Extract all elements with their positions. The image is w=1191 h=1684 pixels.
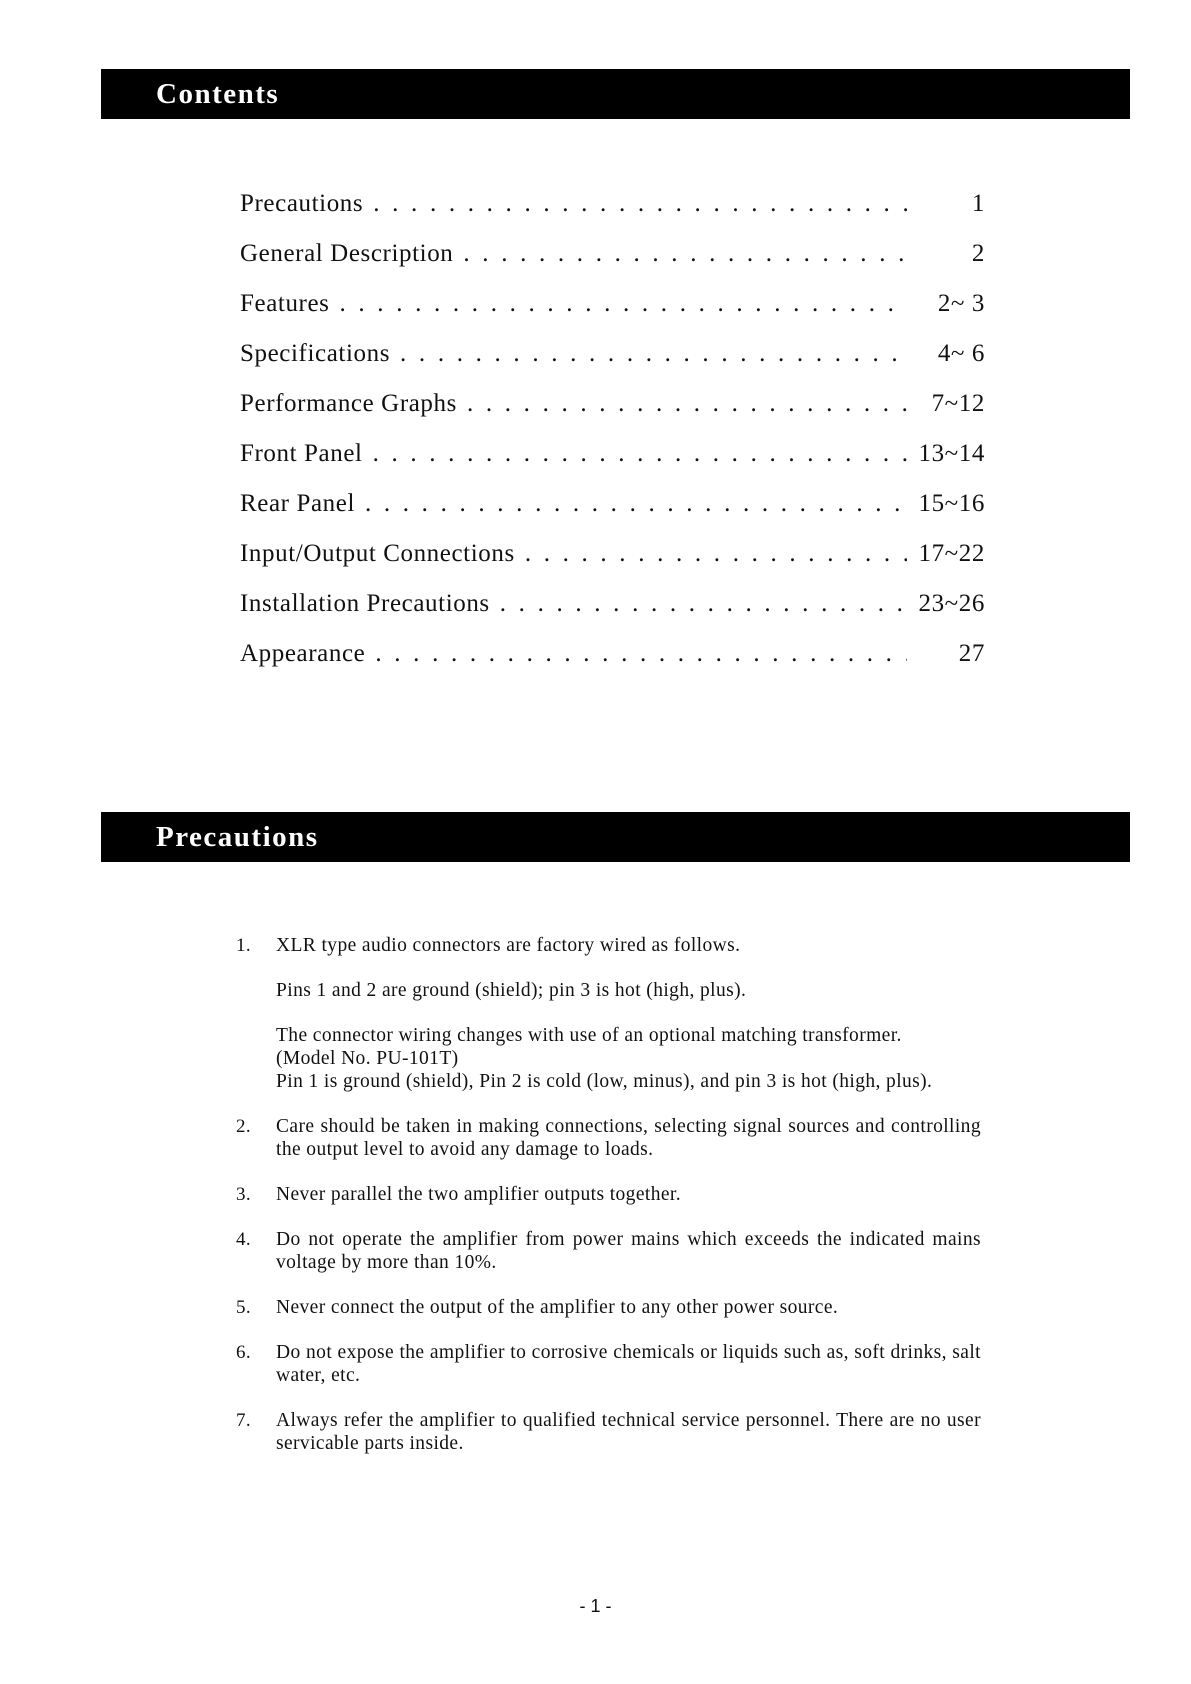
- toc-entry-page: 23~26: [918, 590, 985, 617]
- list-item-text: The connector wiring changes with use of an optional matching transformer.: [276, 1025, 902, 1046]
- toc-entry-title: Front Panel: [240, 440, 363, 467]
- toc-entry-page: 13~14: [918, 440, 985, 467]
- list-item: [236, 1341, 981, 1387]
- toc-entry-title: Input/Output Connections: [240, 540, 515, 567]
- list-item-number: 5.: [236, 1297, 252, 1318]
- contents-heading-bar: [101, 69, 1130, 119]
- precautions-list: [236, 934, 981, 1477]
- toc-entry-page: 1: [971, 190, 985, 217]
- list-item-text: Do not operate the amplifier from power mains which exceeds the indicated mains voltage by more than 10%.: [276, 1229, 981, 1273]
- toc-entry[interactable]: [240, 440, 985, 490]
- toc-entry-title: General Description: [240, 240, 454, 267]
- toc-entry[interactable]: [240, 240, 985, 290]
- toc-entry[interactable]: [240, 190, 985, 240]
- list-item-body: [276, 934, 981, 1093]
- toc-entry-title: Specifications: [240, 340, 391, 367]
- list-item-text: Pin 1 is ground (shield), Pin 2 is cold (low, minus), and pin 3 is hot (high, plus).: [276, 1071, 933, 1092]
- toc-entry-title: Precautions: [240, 190, 364, 217]
- toc-leader-dots: [375, 640, 907, 668]
- list-item-number: 4.: [236, 1229, 252, 1250]
- toc-entry[interactable]: [240, 540, 985, 590]
- toc-entry-page: 27: [958, 640, 985, 667]
- toc-entry-page: 2~ 3: [937, 290, 985, 317]
- list-item: [236, 1296, 981, 1319]
- list-item-text: Never parallel the two amplifier outputs together.: [276, 1184, 682, 1205]
- list-item: [236, 1183, 981, 1206]
- toc-entry-title: Appearance: [240, 640, 366, 667]
- list-item-text: XLR type audio connectors are factory wired as follows.: [276, 935, 741, 956]
- toc-entry-page: 17~22: [918, 540, 985, 567]
- list-item-text: Always refer the amplifier to qualified technical service personnel. There are no user servicable parts inside.: [276, 1410, 981, 1454]
- list-item-number: 2.: [236, 1116, 252, 1137]
- list-item: [236, 934, 981, 1093]
- toc-entry-page: 7~12: [931, 390, 985, 417]
- list-item-number: 6.: [236, 1342, 252, 1363]
- toc-leader-dots: [500, 590, 907, 618]
- precautions-heading-bar: [101, 812, 1130, 862]
- list-item-text: Never connect the output of the amplifier to any other power source.: [276, 1297, 839, 1318]
- list-item: [236, 1115, 981, 1161]
- precautions-heading: Precautions: [156, 821, 319, 853]
- toc-leader-dots: [365, 490, 907, 518]
- toc-entry-page: 4~ 6: [937, 340, 985, 367]
- toc-entry-title: Performance Graphs: [240, 390, 457, 417]
- toc-entry[interactable]: [240, 340, 985, 390]
- list-item-text: (Model No. PU-101T): [276, 1048, 459, 1069]
- toc-entry-page: 15~16: [918, 490, 985, 517]
- contents-heading: Contents: [156, 78, 280, 110]
- list-item: [236, 1409, 981, 1455]
- toc-leader-dots: [463, 240, 907, 268]
- table-of-contents: [240, 190, 985, 690]
- toc-leader-dots: [400, 340, 907, 368]
- list-item: [236, 1228, 981, 1274]
- toc-leader-dots: [525, 540, 907, 568]
- toc-entry[interactable]: [240, 590, 985, 640]
- toc-leader-dots: [373, 190, 907, 218]
- list-item-text: Pins 1 and 2 are ground (shield); pin 3 is hot (high, plus).: [276, 980, 747, 1001]
- toc-leader-dots: [373, 440, 907, 468]
- toc-entry-page: 2: [971, 240, 985, 267]
- list-item-text: Care should be taken in making connections, selecting signal sources and controlling the output level to avoid any damage to loads.: [276, 1116, 981, 1160]
- toc-leader-dots: [467, 390, 907, 418]
- toc-entry-title: Rear Panel: [240, 490, 355, 517]
- toc-entry-title: Features: [240, 290, 330, 317]
- toc-entry[interactable]: [240, 490, 985, 540]
- page-number: - 1 -: [579, 1596, 612, 1616]
- toc-entry[interactable]: [240, 640, 985, 690]
- list-item-number: 7.: [236, 1410, 252, 1431]
- toc-leader-dots: [340, 290, 908, 318]
- toc-entry-title: Installation Precautions: [240, 590, 490, 617]
- list-item-number: 1.: [236, 935, 252, 956]
- list-item-number: 3.: [236, 1184, 252, 1205]
- toc-entry[interactable]: [240, 290, 985, 340]
- list-item-text: Do not expose the amplifier to corrosive chemicals or liquids such as, soft drinks, salt water, etc.: [276, 1342, 981, 1386]
- toc-entry[interactable]: [240, 390, 985, 440]
